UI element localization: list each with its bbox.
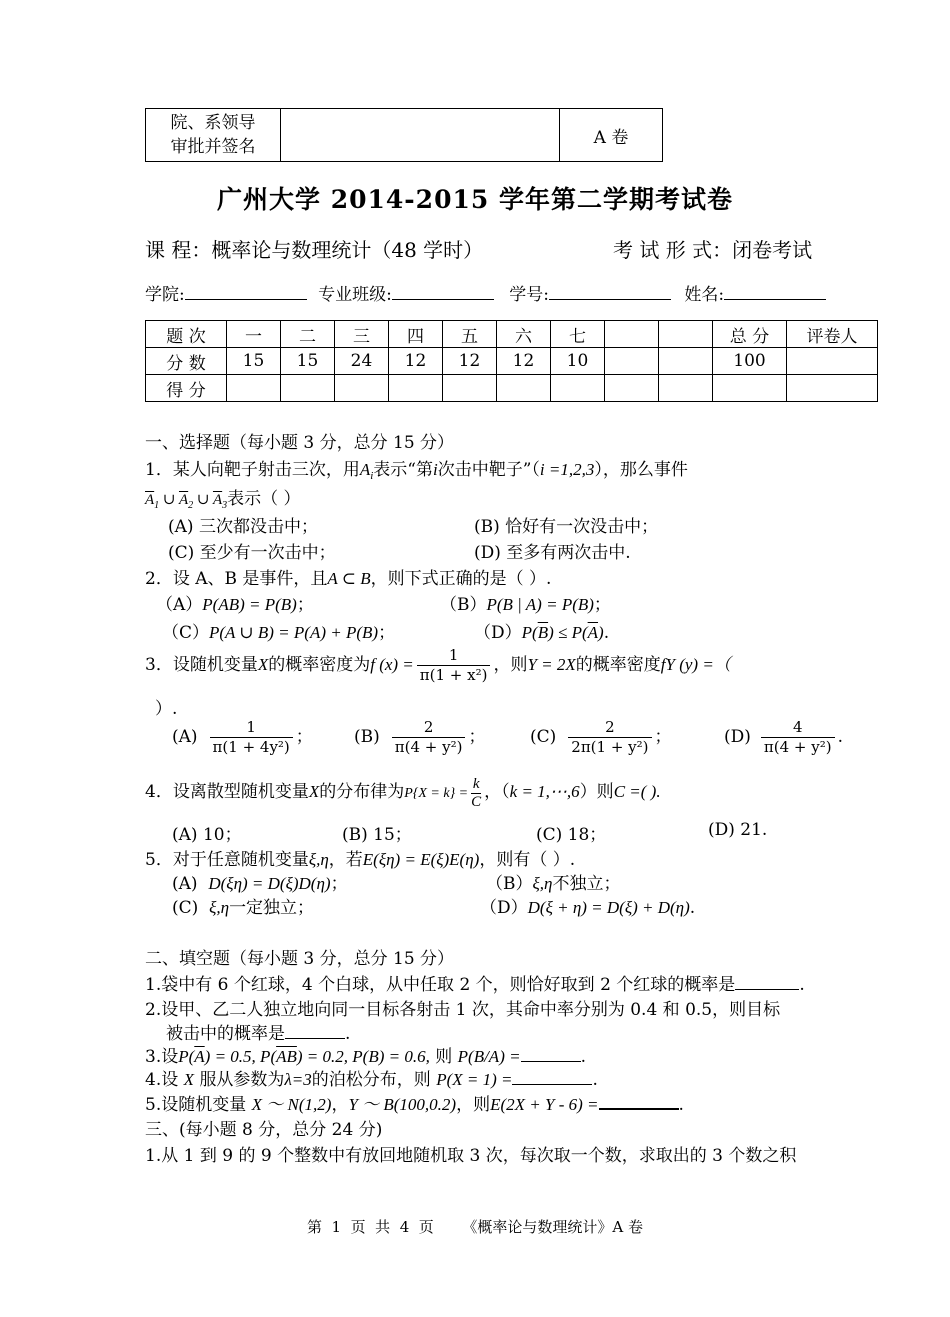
option-frac [761, 718, 835, 757]
s1-q2-cond: A ⊂ B [327, 569, 371, 588]
s1-q5-option-d[interactable]: （D）D(ξ + η) = D(ξ) + D(η). [480, 898, 696, 918]
s2-q4-ask: P(X = 1) = [436, 1070, 513, 1089]
score-cell: 得 分 [146, 375, 227, 402]
s1-q2-option-a[interactable] [156, 590, 314, 615]
frac-den: π(4 + y²) [392, 737, 466, 757]
s1-q4-stem [145, 774, 661, 811]
score-cell: 评卷人 [787, 321, 878, 348]
s2-q3-blank[interactable] [521, 1045, 581, 1062]
s1-q4-text2: 的分布律为 [319, 782, 405, 802]
s2-dot: . [799, 975, 805, 995]
option-frac [210, 718, 293, 757]
s1-q4-option-c[interactable]: (C) 18； [536, 825, 607, 845]
option-tail: 不独立； [552, 874, 621, 894]
s1-q3-X: X [257, 655, 269, 674]
s1-q2-option-b[interactable] [440, 590, 611, 615]
s1-q3-text4: 的概率密度 [575, 655, 661, 675]
s1-q5-text3: ，则有（ ）. [479, 850, 576, 870]
exam-title: 广州大学 2014-2015 学年第二学期考试卷 [217, 185, 733, 214]
section3-title: 三、(每小题 8 分，总分 24 分) [145, 1120, 383, 1140]
page-footer: 第 1 页 共 4 页 《概率论与数理统计》A 卷 [307, 1218, 643, 1236]
s1-q5-vars: ξ,η [308, 850, 329, 869]
score-cell [787, 348, 878, 375]
option-tail: 一定独立； [229, 898, 315, 918]
section2-title: 二、填空题（每小题 3 分，总分 15 分） [145, 949, 455, 969]
s2-dot: . [592, 1070, 598, 1090]
s2-q4-mid2: 的泊松分布，则 [311, 1070, 431, 1090]
s1-q4-cond: k = 1,⋯,6 [509, 782, 580, 801]
frac-num: 2 [605, 718, 615, 736]
exam-form-value: 闭卷考试 [732, 238, 813, 262]
s1-q1-option-d[interactable]: (D) 至多有两次击中. [474, 543, 631, 563]
option-math: P(A ∪ B) = P(A) + P(B) [209, 623, 379, 642]
score-input-cell[interactable] [659, 375, 713, 402]
class-label: 专业班级: [318, 285, 392, 305]
s2-q4-X: X [183, 1070, 195, 1089]
score-cell: 三 [335, 321, 389, 348]
s1-q5-text2: ，若 [328, 850, 363, 870]
college-label: 学院: [145, 285, 185, 305]
s1-q3-option-b[interactable] [354, 718, 485, 757]
s1-q2-stem [145, 564, 551, 589]
s1-q1-option-b[interactable]: (B) 恰好有一次没击中； [474, 517, 659, 537]
option-semicolon: ； [593, 595, 611, 615]
option-math: D(ξ + η) = D(ξ) + D(η) [527, 898, 690, 917]
s2-q4 [145, 1065, 598, 1090]
frac-num: k [472, 776, 480, 792]
score-input-cell[interactable] [335, 375, 389, 402]
option-label: （D） [480, 898, 528, 918]
score-input-cell[interactable] [605, 375, 659, 402]
frac-num: 1 [448, 646, 459, 664]
course-line [145, 234, 483, 263]
score-input-cell[interactable] [787, 375, 878, 402]
option-label: （B） [440, 595, 487, 615]
s1-q3-option-a[interactable] [172, 718, 313, 757]
s1-q4-text3: ，（ [484, 782, 510, 802]
s2-dot: . [678, 1095, 684, 1115]
s2-dot: . [345, 1024, 351, 1044]
s1-q4-option-b[interactable]: (B) 15； [342, 825, 412, 845]
option-math: P(B | A) = P(B) [486, 595, 594, 614]
s1-q4-option-a[interactable]: (A) 10； [172, 825, 242, 845]
score-input-cell[interactable] [443, 375, 497, 402]
s1-q1-option-a[interactable]: (A) 三次都没击中； [168, 517, 318, 537]
s1-q5-option-b[interactable] [486, 869, 620, 894]
score-input-cell[interactable] [551, 375, 605, 402]
score-input-cell[interactable] [713, 375, 787, 402]
frac-den: π(4 + y²) [761, 737, 835, 757]
score-input-cell[interactable] [389, 375, 443, 402]
s2-q4-blank[interactable] [512, 1068, 592, 1085]
score-cell: 12 [497, 348, 551, 375]
s2-q3 [145, 1042, 586, 1067]
score-cell: 六 [497, 321, 551, 348]
score-cell: 一 [227, 321, 281, 348]
option-math: $P(\overline{B}) \le P(\overline{A})$ [521, 623, 604, 642]
approval-signature-cell [281, 109, 560, 162]
frac-den: π(1 + 4y²) [210, 737, 293, 757]
s2-q2-line1: 2.设甲、乙二人独立地向同一目标各射击 1 次，其命中率分别为 0.4 和 0.5，则目标 [145, 1000, 781, 1020]
option-label: (B) [354, 727, 380, 747]
s1-q2-option-c[interactable] [162, 618, 395, 643]
s1-q1-stem [145, 455, 688, 482]
s1-q1-option-c[interactable]: (C) 至少有一次击中； [168, 543, 336, 563]
option-label: (C) [172, 898, 199, 918]
frac-num: 2 [423, 718, 434, 736]
s1-q3-text: 3．设随机变量 [145, 655, 258, 675]
name-input[interactable] [724, 283, 826, 300]
score-input-cell[interactable] [281, 375, 335, 402]
score-cell: 12 [443, 348, 497, 375]
s1-q1-tail: 表示（ ） [227, 489, 301, 509]
s2-q3-ask: P(B/A) = [457, 1047, 521, 1066]
s1-q1-isub: i [370, 470, 374, 483]
score-points-row [146, 348, 878, 375]
score-cell: 10 [551, 348, 605, 375]
exam-form-label: 考 试 形 式： [613, 238, 733, 262]
frac-num: 4 [792, 718, 803, 736]
s1-q1-text4: ），那么事件 [594, 460, 688, 480]
section1-title: 一、选择题（每小题 3 分，总分 15 分） [145, 433, 455, 453]
s1-q5-cond: E(ξη) = E(ξ)E(η) [362, 850, 480, 869]
s2-q4-lambda: λ=3 [284, 1070, 312, 1089]
score-cell [659, 321, 713, 348]
s3-q1: 1.从 1 到 9 的 9 个整数中有放回地随机取 3 次，每次取一个数，求取出的 3 个数之积 [145, 1146, 797, 1166]
college-input[interactable] [185, 283, 307, 300]
s2-q5-b: Y ～ B(100,0.2) [348, 1095, 457, 1114]
s1-q1-event-math: $\overline{A}_1$ ∪ $\overline{A}_2$ ∪ $\overline{A}_3$ [145, 492, 228, 511]
s2-q1 [145, 970, 805, 995]
approval-label [146, 109, 281, 162]
class-input[interactable] [392, 283, 494, 300]
course-label: 课 程： [145, 238, 212, 262]
s2-q1-blank[interactable] [735, 973, 799, 990]
option-frac [568, 718, 651, 757]
s1-q3-option-d[interactable]: (D) $\frac{4}{\text{π(4 + y²)}}$ . [724, 718, 844, 756]
option-math: P(AB) = P(B) [202, 595, 297, 614]
option-label: (C) [530, 727, 557, 747]
score-cell: 分 数 [146, 348, 227, 375]
option-semicolon: ； [378, 623, 396, 643]
student-id-input[interactable] [549, 283, 671, 300]
s1-q1-line2 [145, 484, 301, 511]
option-label: （C） [162, 623, 210, 643]
score-cell: 24 [335, 348, 389, 375]
option-label: (D) [724, 727, 751, 747]
s1-q3-stem [145, 646, 731, 685]
frac-den: 2π(1 + y²) [568, 737, 651, 757]
s1-q3-text3: ，则 [493, 655, 528, 675]
s1-q3-frac [417, 646, 491, 685]
s1-q4-X: X [308, 782, 320, 801]
option-semicolon: ； [296, 595, 314, 615]
score-cell [605, 348, 659, 375]
s2-q5-mid: ，则 [456, 1095, 491, 1115]
option-label: （B） [486, 874, 533, 894]
score-cell: 二 [281, 321, 335, 348]
s1-q5-text: 5．对于任意随机变量 [145, 850, 309, 870]
s1-q1-i: i [432, 460, 438, 479]
score-got-row [146, 375, 878, 402]
s1-q5-stem [145, 845, 575, 870]
s1-q1-text: 1．某人向靶子射击三次，用 [145, 460, 360, 480]
s1-q3-text2: 的概率密度为 [268, 655, 371, 675]
s1-q4-pf: P{X = k} = [404, 786, 469, 801]
s2-q5-blank[interactable] [599, 1092, 679, 1110]
s1-q4-text4: ）则 [579, 782, 614, 802]
s2-q5-a: X ～ N(1,2) [251, 1095, 332, 1114]
score-cell: 七 [551, 321, 605, 348]
s2-q5-ask: E(2X + Y - 6) = [490, 1095, 599, 1114]
option-label: (A) [172, 727, 198, 747]
student-fields [145, 280, 826, 305]
frac-den: π(1 + x²) [417, 665, 491, 685]
frac-den: C [471, 794, 482, 810]
name-label: 姓名: [684, 285, 725, 305]
frac-num: 1 [246, 718, 256, 736]
approval-label-line1: 院、系领导 [170, 113, 256, 133]
s2-q5-pre: 5.设随机变量 [145, 1095, 247, 1115]
s1-q3-cont: ）. [155, 699, 178, 719]
s2-dot: . [580, 1047, 586, 1067]
score-cell: 五 [443, 321, 497, 348]
score-input-cell[interactable] [497, 375, 551, 402]
approval-box [145, 108, 663, 162]
option-semicolon: ； [654, 727, 672, 747]
s2-comma: ， [331, 1095, 349, 1115]
course-name: 概率论与数理统计（48 学时） [211, 238, 484, 262]
s1-q2-text2: ，则下式正确的是（ ）. [370, 569, 552, 589]
option-math: ξ,η [532, 874, 553, 893]
student-id-label: 学号: [509, 285, 550, 305]
s1-q5-option-a[interactable]: (A) D(ξη) = D(ξ)D(η)； [172, 874, 348, 894]
s2-q1-text: 1.袋中有 6 个红球，4 个白球，从中任取 2 个，则恰好取到 2 个红球的概率是 [145, 975, 736, 995]
score-input-cell[interactable] [227, 375, 281, 402]
s1-q2-text: 2．设 A、B 是事件，且 [145, 569, 328, 589]
s1-q4-frac [471, 774, 481, 811]
score-cell: 四 [389, 321, 443, 348]
score-cell: 15 [227, 348, 281, 375]
score-cell: 总 分 [713, 321, 787, 348]
score-cell: 15 [281, 348, 335, 375]
s1-q3-Y: Y = 2X [527, 655, 576, 674]
option-frac [392, 718, 466, 757]
score-table [145, 320, 878, 402]
score-cell: 100 [713, 348, 787, 375]
s1-q1-text3: 次击中靶子”（ [437, 460, 540, 480]
score-cell: 12 [389, 348, 443, 375]
s1-q3-fx: f (x) = [370, 655, 414, 674]
option-semicolon: ； [295, 727, 313, 747]
s2-q4-pre: 4.设 [145, 1070, 179, 1090]
s2-q3-mid: 则 [435, 1047, 453, 1067]
score-header-row [146, 321, 878, 348]
score-cell [605, 321, 659, 348]
option-label: （A） [156, 595, 203, 615]
s1-q4-option-d[interactable]: (D) 21. [708, 820, 768, 840]
s2-q3-pre: 3.设 [145, 1047, 179, 1067]
s1-q4-C: C =( ). [613, 782, 661, 801]
option-label: （D） [474, 623, 522, 643]
s1-q2-option-d[interactable] [474, 618, 609, 643]
s1-q3-option-c[interactable] [530, 718, 672, 757]
s1-q1-text2: 表示“第 [373, 460, 433, 480]
s1-q1-ai: A [359, 460, 371, 479]
option-label: (A) [172, 874, 198, 894]
s1-q5-option-c[interactable] [172, 893, 314, 918]
option-math: D(ξη) = D(ξ)D(η) [208, 874, 331, 893]
s2-q2-line2 [166, 1019, 350, 1044]
paper-version: A 卷 [560, 109, 663, 162]
approval-label-line2: 审批并签名 [170, 137, 256, 157]
option-dot: . [603, 623, 610, 643]
s2-q2-text: 被击中的概率是 [166, 1024, 285, 1044]
score-cell [659, 348, 713, 375]
s2-q3-math: $P(\overline{A}) = 0.5$, $P(\overline{AB}) = 0.2$, P(B) = 0.6, [178, 1047, 430, 1066]
option-math: ξ,η [209, 898, 230, 917]
s2-q2-blank[interactable] [285, 1022, 345, 1039]
option-semicolon: ； [468, 727, 486, 747]
s2-q5 [145, 1090, 684, 1115]
s1-q1-cond: i =1,2,3 [539, 460, 595, 479]
score-cell: 题 次 [146, 321, 227, 348]
s1-q4-text: 4．设离散型随机变量 [145, 782, 309, 802]
s2-q4-mid: 服从参数为 [199, 1070, 285, 1090]
s1-q3-fy: fY (y) =（ [660, 655, 731, 674]
exam-form [613, 234, 812, 263]
